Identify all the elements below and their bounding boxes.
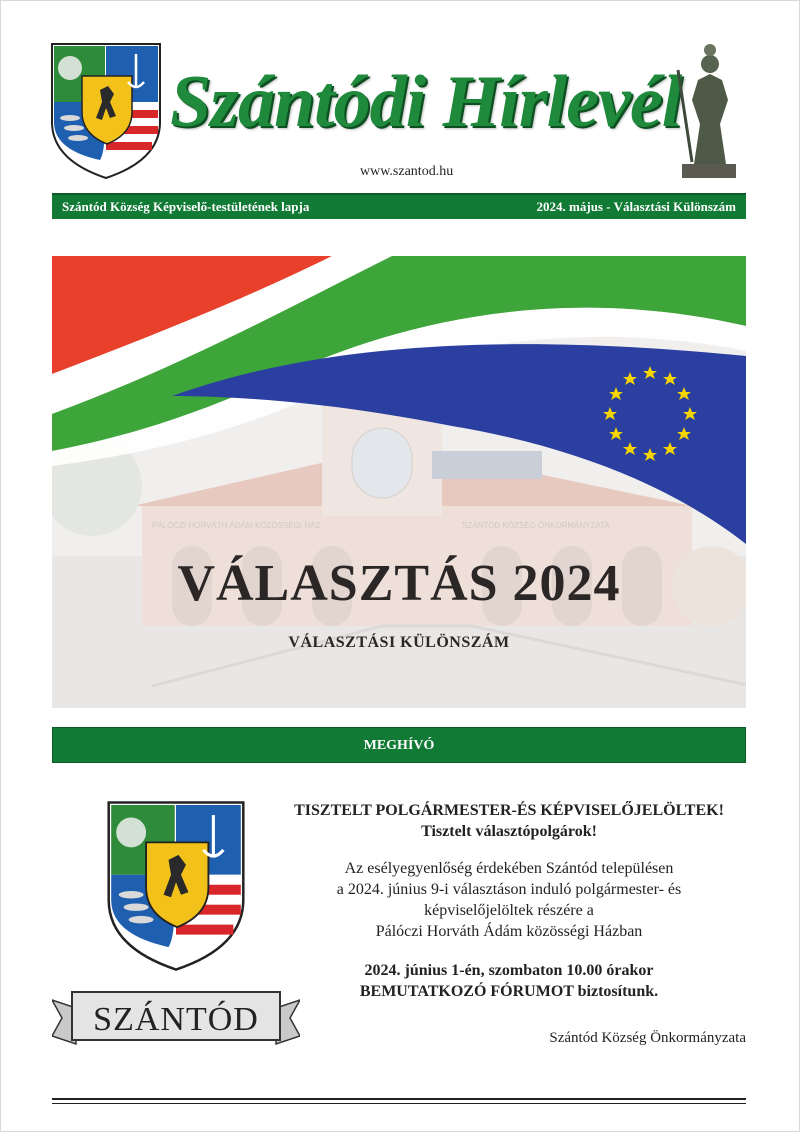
coat-of-arms-icon	[50, 42, 162, 180]
body-line: Az esélyegyenlőség érdekében Szántód településen	[344, 860, 674, 877]
szantod-ribbon-banner	[52, 988, 300, 1050]
saint-christopher-statue-icon	[670, 40, 748, 180]
masthead	[50, 40, 750, 190]
body-line: képviselőjelöltek részére a	[424, 902, 594, 919]
signature: Szántód Község Önkormányzata	[549, 1030, 746, 1046]
body-line: Pálóczi Horváth Ádám közösségi Házban	[375, 923, 643, 940]
publisher-label: Szántód Község Képviselő-testületének lapja	[62, 199, 310, 214]
newsletter-title: Szántódi Hírlevél	[170, 61, 682, 143]
footer-rule	[52, 1098, 746, 1104]
coat-of-arms-icon	[105, 800, 247, 972]
invitation-body	[272, 858, 746, 942]
cover-subtitle: VÁLASZTÁSI KÜLÖNSZÁM	[288, 634, 510, 651]
cover-title: VÁLASZTÁS 2024	[177, 555, 621, 612]
website-link[interactable]: www.szantod.hu	[360, 164, 454, 179]
building-sign-right: SZÁNTÓD KÖZSÉG ÖNKORMÁNYZATA	[462, 521, 610, 530]
header-bar	[52, 193, 746, 219]
event-description: BEMUTATKOZÓ FÓRUMOT biztosítunk.	[359, 983, 659, 1000]
invitation-text	[272, 800, 746, 1002]
body-line: a 2024. június 9-i választáson induló polgármester- és	[336, 881, 682, 898]
invitation-greeting: Tisztelt választópolgárok!	[421, 823, 597, 840]
banner-text: SZÁNTÓD	[93, 1001, 259, 1038]
invitation-bar: MEGHÍVÓ	[52, 727, 746, 763]
issue-label: 2024. május - Választási Különszám	[536, 199, 736, 214]
cover-image	[52, 256, 746, 708]
building-sign-left: PÁLÓCZI HORVÁTH ÁDÁM KÖZÖSSÉGI HÁZ	[152, 521, 321, 530]
event-date: 2024. június 1-én, szombaton 10.00 órakor	[364, 962, 654, 979]
invitation-heading: TISZTELT POLGÁRMESTER-ÉS KÉPVISELŐJELÖLTEK!	[294, 802, 724, 819]
